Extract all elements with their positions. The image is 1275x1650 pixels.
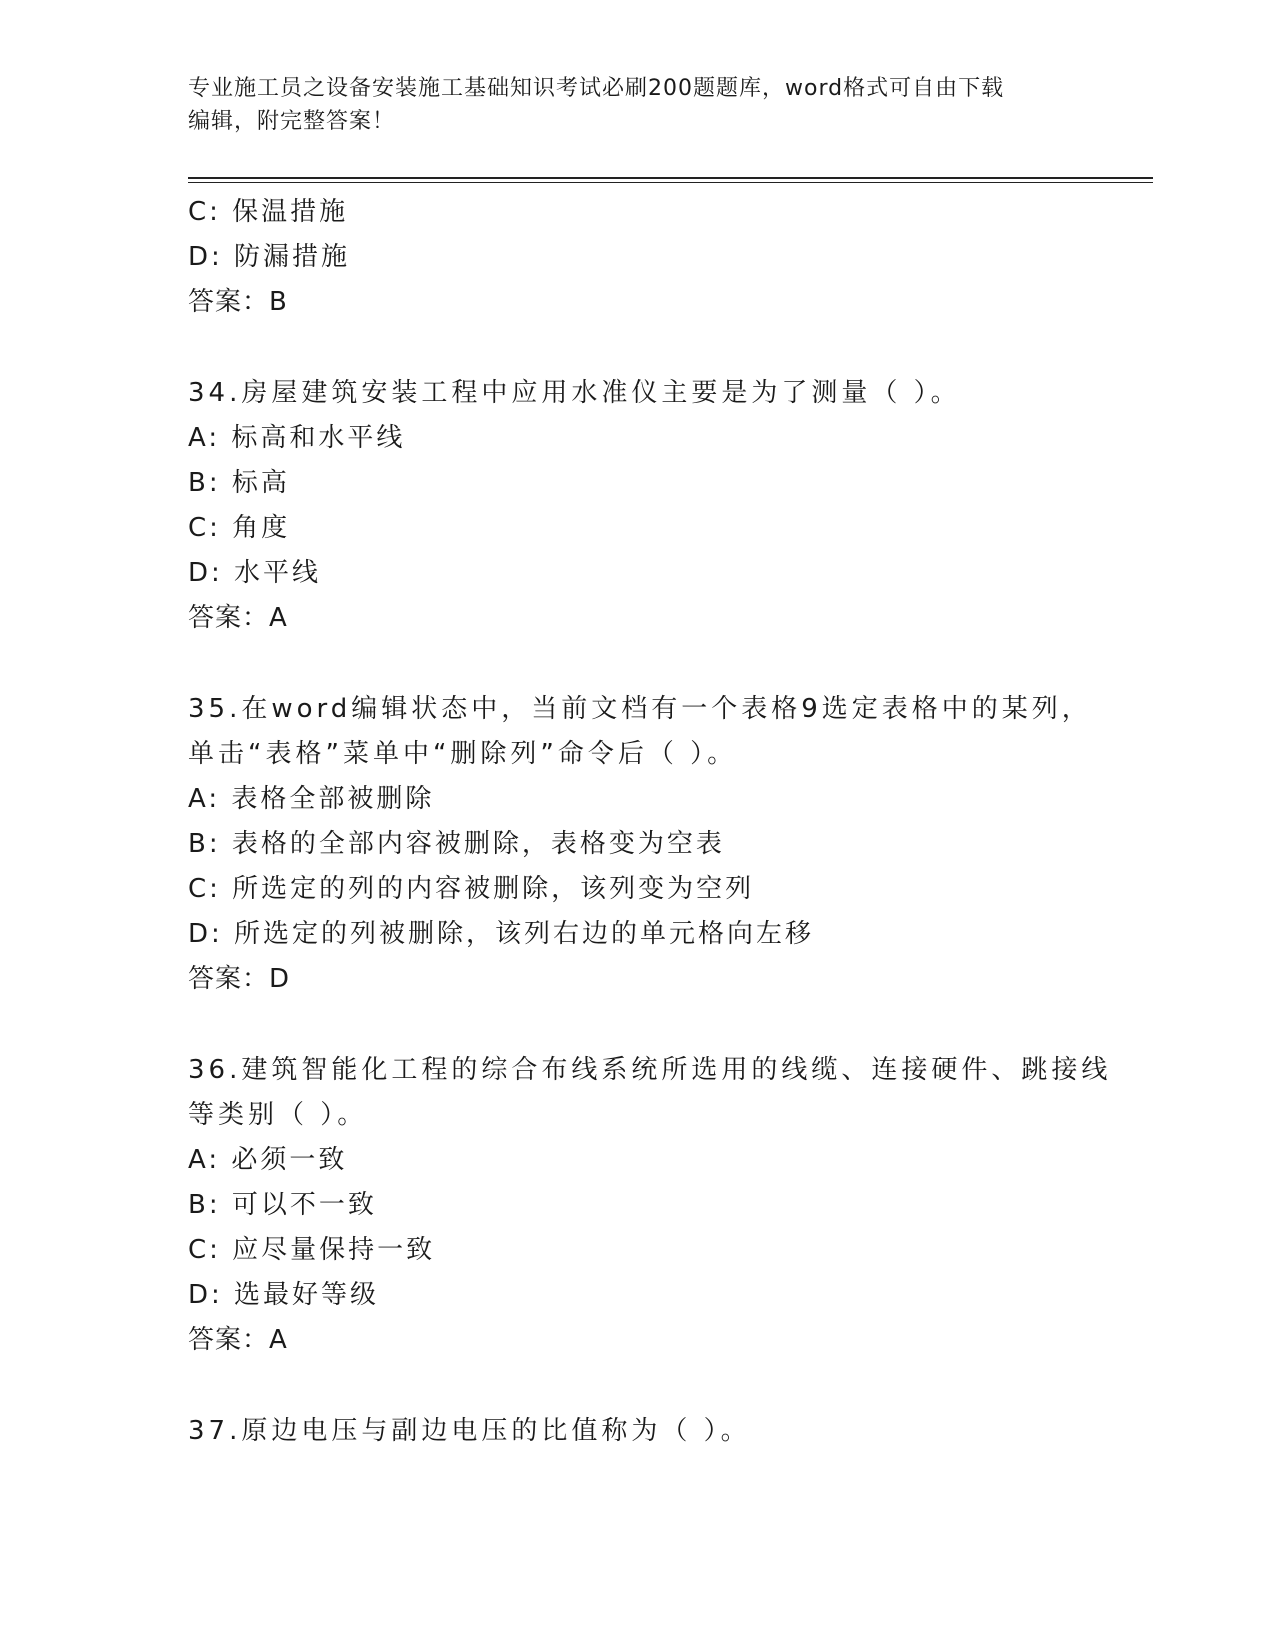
- question-stem: 36.建筑智能化工程的综合布线系统所选用的线缆、连接硬件、跳接线: [188, 1055, 1112, 1085]
- option-d: D: 所选定的列被删除，该列右边的单元格向左移: [188, 919, 815, 949]
- option-a: A: 表格全部被删除: [188, 784, 435, 814]
- option-a: A: 标高和水平线: [188, 423, 406, 453]
- header-divider-thick: [188, 177, 1153, 179]
- option-b: B: 表格的全部内容被删除，表格变为空表: [188, 829, 725, 859]
- option-c: C: 保温措施: [188, 197, 349, 227]
- option-b: B: 标高: [188, 468, 290, 498]
- question-36: [188, 1048, 1112, 1363]
- question-33-tail: [188, 190, 1088, 325]
- header-line-2: 编辑，附完整答案！: [188, 109, 396, 134]
- answer-line: 答案：D: [188, 964, 291, 994]
- question-stem: 35.在word编辑状态中，当前文档有一个表格9选定表格中的某列，: [188, 694, 1092, 724]
- answer-line: 答案：B: [188, 287, 288, 317]
- option-c: C: 所选定的列的内容被删除，该列变为空列: [188, 874, 755, 904]
- question-37: [188, 1409, 1088, 1454]
- question-stem: 37.原边电压与副边电压的比值称为（ ）。: [188, 1416, 751, 1446]
- question-35: [188, 687, 1092, 1002]
- option-d: D: 水平线: [188, 558, 322, 588]
- option-c: C: 应尽量保持一致: [188, 1235, 436, 1265]
- header-divider-thin: [188, 182, 1153, 183]
- answer-line: 答案：A: [188, 603, 288, 633]
- question-stem-continued: 单击“表格”菜单中“删除列”命令后（ ）。: [188, 739, 738, 769]
- answer-line: 答案：A: [188, 1325, 288, 1355]
- question-stem: 34.房屋建筑安装工程中应用水准仪主要是为了测量（ ）。: [188, 378, 961, 408]
- option-c: C: 角度: [188, 513, 291, 543]
- option-a: A: 必须一致: [188, 1145, 348, 1175]
- option-b: B: 可以不一致: [188, 1190, 377, 1220]
- question-34: [188, 371, 1088, 641]
- document-header: [188, 72, 1088, 138]
- question-stem-continued: 等类别（ ）。: [188, 1100, 368, 1130]
- option-d: D: 防漏措施: [188, 242, 351, 272]
- header-line-1: 专业施工员之设备安装施工基础知识考试必刷200题题库，word格式可自由下载: [188, 76, 1005, 101]
- document-body: [188, 190, 1112, 1454]
- option-d: D: 选最好等级: [188, 1280, 380, 1310]
